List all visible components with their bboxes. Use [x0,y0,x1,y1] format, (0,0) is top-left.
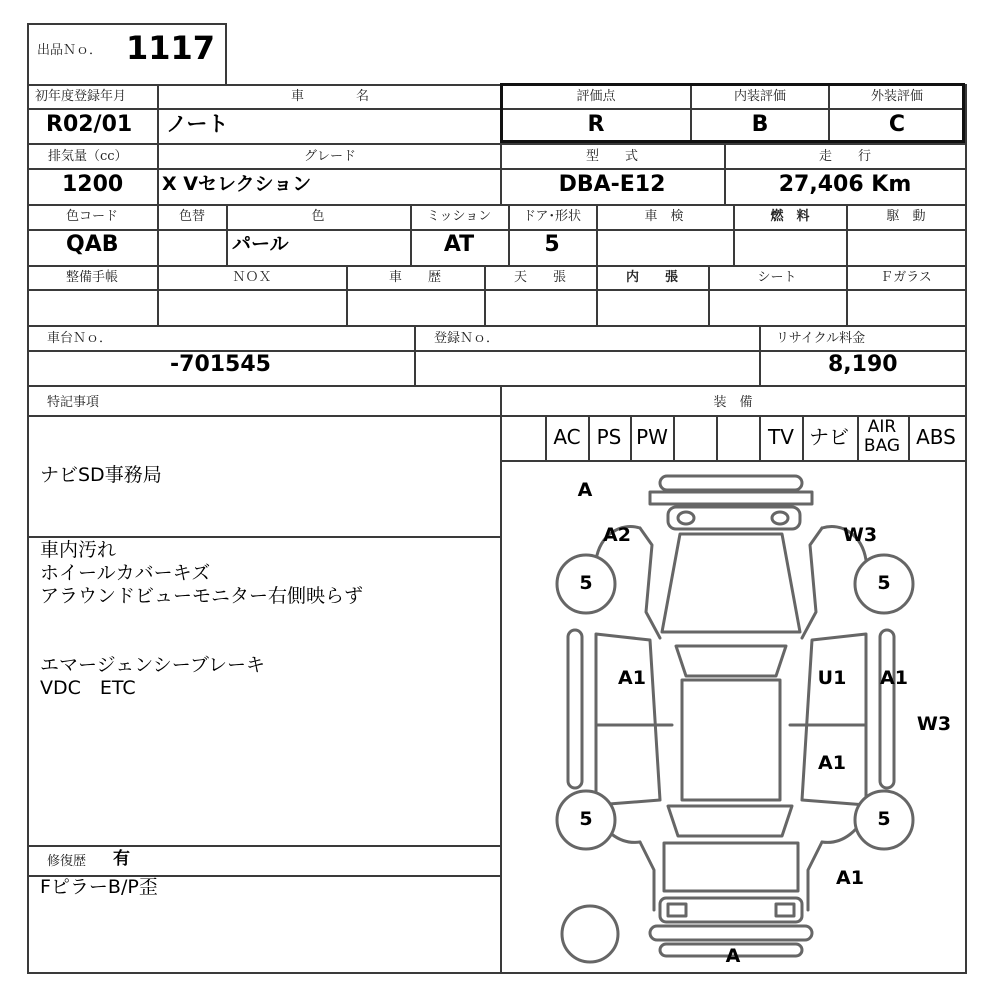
headlight-right [772,512,788,524]
color-code-label: 色コード [65,209,119,224]
color-code-value: QAB [66,232,119,257]
drive-label: 駆 動 [886,209,926,224]
door-shape-label: ドア･形状 [522,209,582,224]
headliner-label: 天 張 [513,270,567,285]
equipment-label: 装 備 [713,395,753,410]
trim-label: グレード [303,149,357,164]
nox-label: ＮＯＸ [232,270,272,285]
damage-mark: A2 [603,524,631,546]
grille-outline [668,507,800,529]
model-code-label: 型 式 [585,149,639,164]
equipment-airbag: AIR BAG [863,417,901,456]
fuel-label: 燃 料 [770,209,810,224]
service-records-label: 整備手帳 [65,270,119,285]
headlight-left [678,512,694,524]
front-bumper-outline [660,476,802,490]
front-bumper-outline [650,492,812,504]
repair-detail: FピラーB/P歪 [40,876,158,898]
interior-grade-value: B [751,112,769,137]
equipment-abs: ABS [916,425,956,449]
note-line: アラウンドビューモニター右側映らず [40,585,364,607]
note-line: 車内汚れ [40,539,117,561]
left-front-fender [640,528,660,638]
right-sill [880,630,894,788]
equipment-pw: PW [636,425,668,449]
exterior-grade-value: C [888,112,906,137]
note-line: VDC ETC [40,677,136,699]
equipment-ps: PS [596,425,622,449]
mileage-label: 走 行 [818,149,872,164]
right-rear-quarter [808,842,822,910]
vehicle-history-label: 車 歴 [388,270,442,285]
rear-window-outline [668,806,792,836]
mileage-value: 27,406 Km [778,172,912,197]
left-rear-quarter [640,842,654,910]
left-sill [568,630,582,788]
equipment-tv: TV [768,425,794,449]
transmission-label: ミッション [426,209,492,224]
left-door-outline [596,634,660,805]
front-glass-label: Ｆガラス [880,270,932,285]
color-value: パール [232,233,289,255]
lot-number: 1117 [126,29,216,67]
tire-tread-mark: 5 [579,808,593,830]
chassis-number-label: 車台Ｎｏ． [47,331,113,346]
overall-grade-value: R [587,112,605,137]
car-name-label: 車 名 [290,89,370,104]
taillight-left [668,904,686,916]
repair-history-value: 有 [113,849,130,869]
lot-number-label: 出品Ｎｏ． [37,43,103,58]
tire-tread-mark: 5 [877,572,891,594]
trim-value: X Vセレクション [162,173,312,195]
inspection-label: 車 検 [644,209,684,224]
roof-outline [682,680,780,800]
tire-tread-mark: 5 [579,572,593,594]
damage-mark: A1 [836,867,864,889]
damage-mark: A1 [880,667,908,689]
damage-mark: W3 [842,524,878,546]
interior-grade-label: 内装評価 [733,89,787,104]
seat-label: シート [757,270,797,285]
rear-bumper-outline [650,926,812,940]
bonnet-outline [662,534,800,632]
windshield-outline [676,646,786,676]
damage-mark: A [577,479,593,501]
displacement-value: 1200 [62,172,124,197]
repair-history-label: 修復歴 [47,854,87,869]
registration-number-label: 登録Ｎｏ． [434,331,500,346]
model-code-value: DBA-E12 [558,172,666,197]
interior-trim-label: 内 張 [625,270,679,285]
transmission-value: AT [443,232,475,257]
overall-grade-label: 評価点 [576,89,616,104]
right-door-outline [802,634,866,805]
tire-tread-mark: 5 [877,808,891,830]
color-label: 色 [311,209,325,224]
damage-mark: W3 [916,713,952,735]
trunk-outline [664,843,798,891]
note-line: エマージェンシーブレーキ [40,654,266,676]
special-notes-label: 特記事項 [47,395,100,410]
exterior-grade-label: 外装評価 [870,89,924,104]
car-name-value: ノート [166,112,229,136]
door-shape-value: 5 [544,232,560,257]
chassis-number-value: -701545 [170,352,271,377]
damage-mark: U1 [817,667,847,689]
equipment-ac: AC [553,425,581,449]
taillight-right [776,904,794,916]
displacement-label: 排気量（cc） [48,149,128,164]
recycle-fee-label: リサイクル料金 [776,331,866,346]
color-change-label: 色替 [178,209,206,224]
equipment-navi: ナビ [809,425,849,449]
damage-mark: A1 [618,667,646,689]
recycle-fee-value: 8,190 [828,352,898,377]
spare-tire [562,906,618,962]
right-front-fender [802,528,822,638]
damage-mark: A [725,945,741,967]
first-registration-label: 初年度登録年月 [35,89,127,104]
damage-mark: A1 [818,752,846,774]
rear-panel-outline [660,898,802,922]
note-line: ホイールカバーキズ [40,562,211,584]
note-line: ナビSD事務局 [40,464,162,486]
first-registration-value: R02/01 [46,112,133,137]
